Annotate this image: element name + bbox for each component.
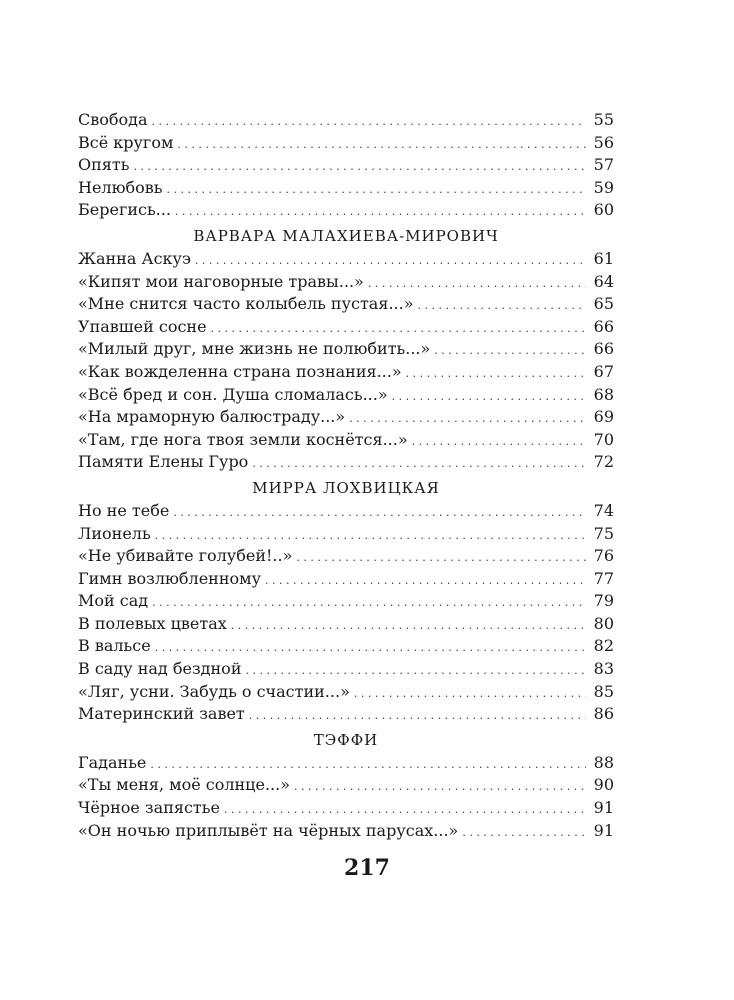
toc-entry-page: 75 (593, 523, 614, 543)
toc-entry-title: Материнский завет (78, 704, 245, 724)
toc-entry-page: 64 (593, 271, 614, 291)
toc-entry (78, 568, 614, 591)
toc-entry (78, 820, 614, 843)
toc-entry-title: Опять (78, 155, 130, 175)
toc-entry-page: 59 (593, 177, 614, 197)
toc-entry (78, 361, 614, 384)
toc-entry-title: «Ляг, усни. Забудь о счастии...» (78, 681, 350, 701)
dot-leader (412, 429, 586, 454)
toc-section (78, 225, 614, 474)
dot-leader (231, 613, 586, 638)
dot-leader (245, 658, 586, 683)
toc-entry-page: 56 (593, 132, 614, 152)
toc-entry (78, 177, 614, 200)
toc-entry-title: Мой сад (78, 591, 149, 611)
dot-leader (173, 500, 586, 525)
toc-entry-title: «Кипят мои наговорные травы...» (78, 271, 364, 291)
toc-entry-title: «Не убивайте голубей!..» (78, 546, 293, 566)
toc-entry-list (78, 109, 614, 222)
toc-entry (78, 797, 614, 820)
toc-entry-title: В полевых цветах (78, 613, 227, 633)
dot-leader (152, 590, 586, 615)
toc-entry (78, 199, 614, 222)
toc-entry (78, 271, 614, 294)
toc-entry-page: 91 (593, 820, 614, 840)
toc-entry-title: «На мраморную балюстраду...» (78, 407, 346, 427)
toc-entry-title: В саду над бездной (78, 659, 242, 679)
toc-entry-page: 65 (593, 294, 614, 314)
toc-entry (78, 703, 614, 726)
toc-entry-title: Всё кругом (78, 132, 174, 152)
toc-entry-page: 74 (593, 500, 614, 520)
toc-entry-title: «Милый друг, мне жизнь не полюбить...» (78, 339, 431, 359)
dot-leader (434, 338, 586, 363)
dot-leader (406, 361, 586, 386)
dot-leader (462, 820, 586, 845)
dot-leader (195, 248, 586, 273)
toc-entry (78, 429, 614, 452)
section-heading: ТЭФФИ (313, 730, 379, 749)
toc-entry-title: Гимн возлюбленному (78, 568, 261, 588)
toc-entry-page: 61 (593, 248, 614, 268)
toc-entry-title: Но не тебе (78, 500, 170, 520)
toc-entry-list (78, 248, 614, 474)
toc-section (78, 109, 614, 222)
toc-entry-title: В вальсе (78, 636, 151, 656)
toc-entry-list (78, 500, 614, 726)
toc-entry-page: 66 (593, 316, 614, 336)
toc-section (78, 477, 614, 726)
toc-entry-page: 69 (593, 407, 614, 427)
toc-entry-page: 83 (593, 659, 614, 679)
dot-leader (252, 451, 586, 476)
toc-entry-title: «Как вожделенна страна познания...» (78, 361, 402, 381)
toc-entry-page: 86 (593, 704, 614, 724)
dot-leader (175, 199, 586, 224)
dot-leader (417, 293, 586, 318)
toc-entry (78, 248, 614, 271)
toc-entry-page: 90 (593, 775, 614, 795)
toc-entry-list (78, 752, 614, 842)
toc-entry-title: «Он ночью приплывёт на чёрных парусах...» (78, 820, 459, 840)
toc-entry-title: Берегись... (78, 200, 171, 220)
toc-entry-title: Гаданье (78, 752, 147, 772)
dot-leader (224, 797, 586, 822)
toc-entry-page: 91 (593, 798, 614, 818)
toc-entry-page: 67 (593, 361, 614, 381)
toc-entry (78, 590, 614, 613)
toc-entry-page: 82 (593, 636, 614, 656)
dot-leader (294, 774, 586, 799)
dot-leader (354, 681, 586, 706)
toc-entry (78, 500, 614, 523)
dot-leader (155, 523, 586, 548)
toc-entry (78, 316, 614, 339)
toc-entry-title: Жанна Аскуэ (78, 248, 191, 268)
toc-entry (78, 545, 614, 568)
toc-entry-page: 88 (593, 752, 614, 772)
toc-entry (78, 293, 614, 316)
table-of-contents (78, 109, 614, 842)
toc-entry (78, 132, 614, 155)
toc-entry (78, 523, 614, 546)
section-heading: МИРРА ЛОХВИЦКАЯ (252, 478, 440, 497)
dot-leader (177, 132, 586, 157)
toc-entry-title: Лионель (78, 523, 151, 543)
toc-entry-page: 66 (593, 339, 614, 359)
toc-entry-page: 60 (593, 200, 614, 220)
toc-entry (78, 613, 614, 636)
dot-leader (368, 271, 586, 296)
toc-entry-page: 68 (593, 384, 614, 404)
toc-entry (78, 406, 614, 429)
toc-entry (78, 681, 614, 704)
toc-entry (78, 154, 614, 177)
dot-leader (349, 406, 586, 431)
toc-entry-title: Чёрное запястье (78, 798, 220, 818)
toc-entry-page: 85 (593, 681, 614, 701)
toc-entry-page: 55 (593, 110, 614, 129)
toc-entry-page: 57 (593, 155, 614, 175)
dot-leader (167, 177, 587, 202)
toc-entry-title: Памяти Елены Гуро (78, 452, 249, 472)
toc-entry (78, 774, 614, 797)
toc-entry-title: Свобода (78, 110, 148, 129)
toc-entry-page: 79 (593, 591, 614, 611)
toc-entry (78, 752, 614, 775)
toc-entry-title: «Там, где нога твоя земли коснётся...» (78, 429, 408, 449)
toc-entry (78, 338, 614, 361)
toc-entry (78, 109, 614, 132)
toc-entry-page: 72 (593, 452, 614, 472)
section-heading: ВАРВАРА МАЛАХИЕВА-МИРОВИЧ (193, 226, 499, 245)
toc-section (78, 729, 614, 842)
dot-leader (392, 384, 586, 409)
toc-entry-title: «Мне снится часто колыбель пустая...» (78, 294, 414, 314)
toc-entry (78, 451, 614, 474)
toc-entry (78, 635, 614, 658)
dot-leader (152, 109, 586, 134)
dot-leader (133, 154, 586, 179)
toc-entry-page: 76 (593, 546, 614, 566)
toc-entry-page: 77 (593, 568, 614, 588)
toc-entry-page: 70 (593, 429, 614, 449)
toc-entry-title: Упавшей сосне (78, 316, 207, 336)
dot-leader (296, 545, 586, 570)
toc-entry-title: «Ты меня, моё солнце...» (78, 775, 290, 795)
toc-entry-title: Нелюбовь (78, 177, 163, 197)
toc-entry (78, 658, 614, 681)
page-number: 217 (344, 855, 390, 881)
dot-leader (150, 752, 586, 777)
dot-leader (249, 703, 586, 728)
toc-entry-title: «Всё бред и сон. Душа сломалась...» (78, 384, 388, 404)
dot-leader (211, 316, 586, 341)
dot-leader (265, 568, 586, 593)
dot-leader (155, 635, 586, 660)
toc-entry-page: 80 (593, 613, 614, 633)
toc-entry (78, 384, 614, 407)
